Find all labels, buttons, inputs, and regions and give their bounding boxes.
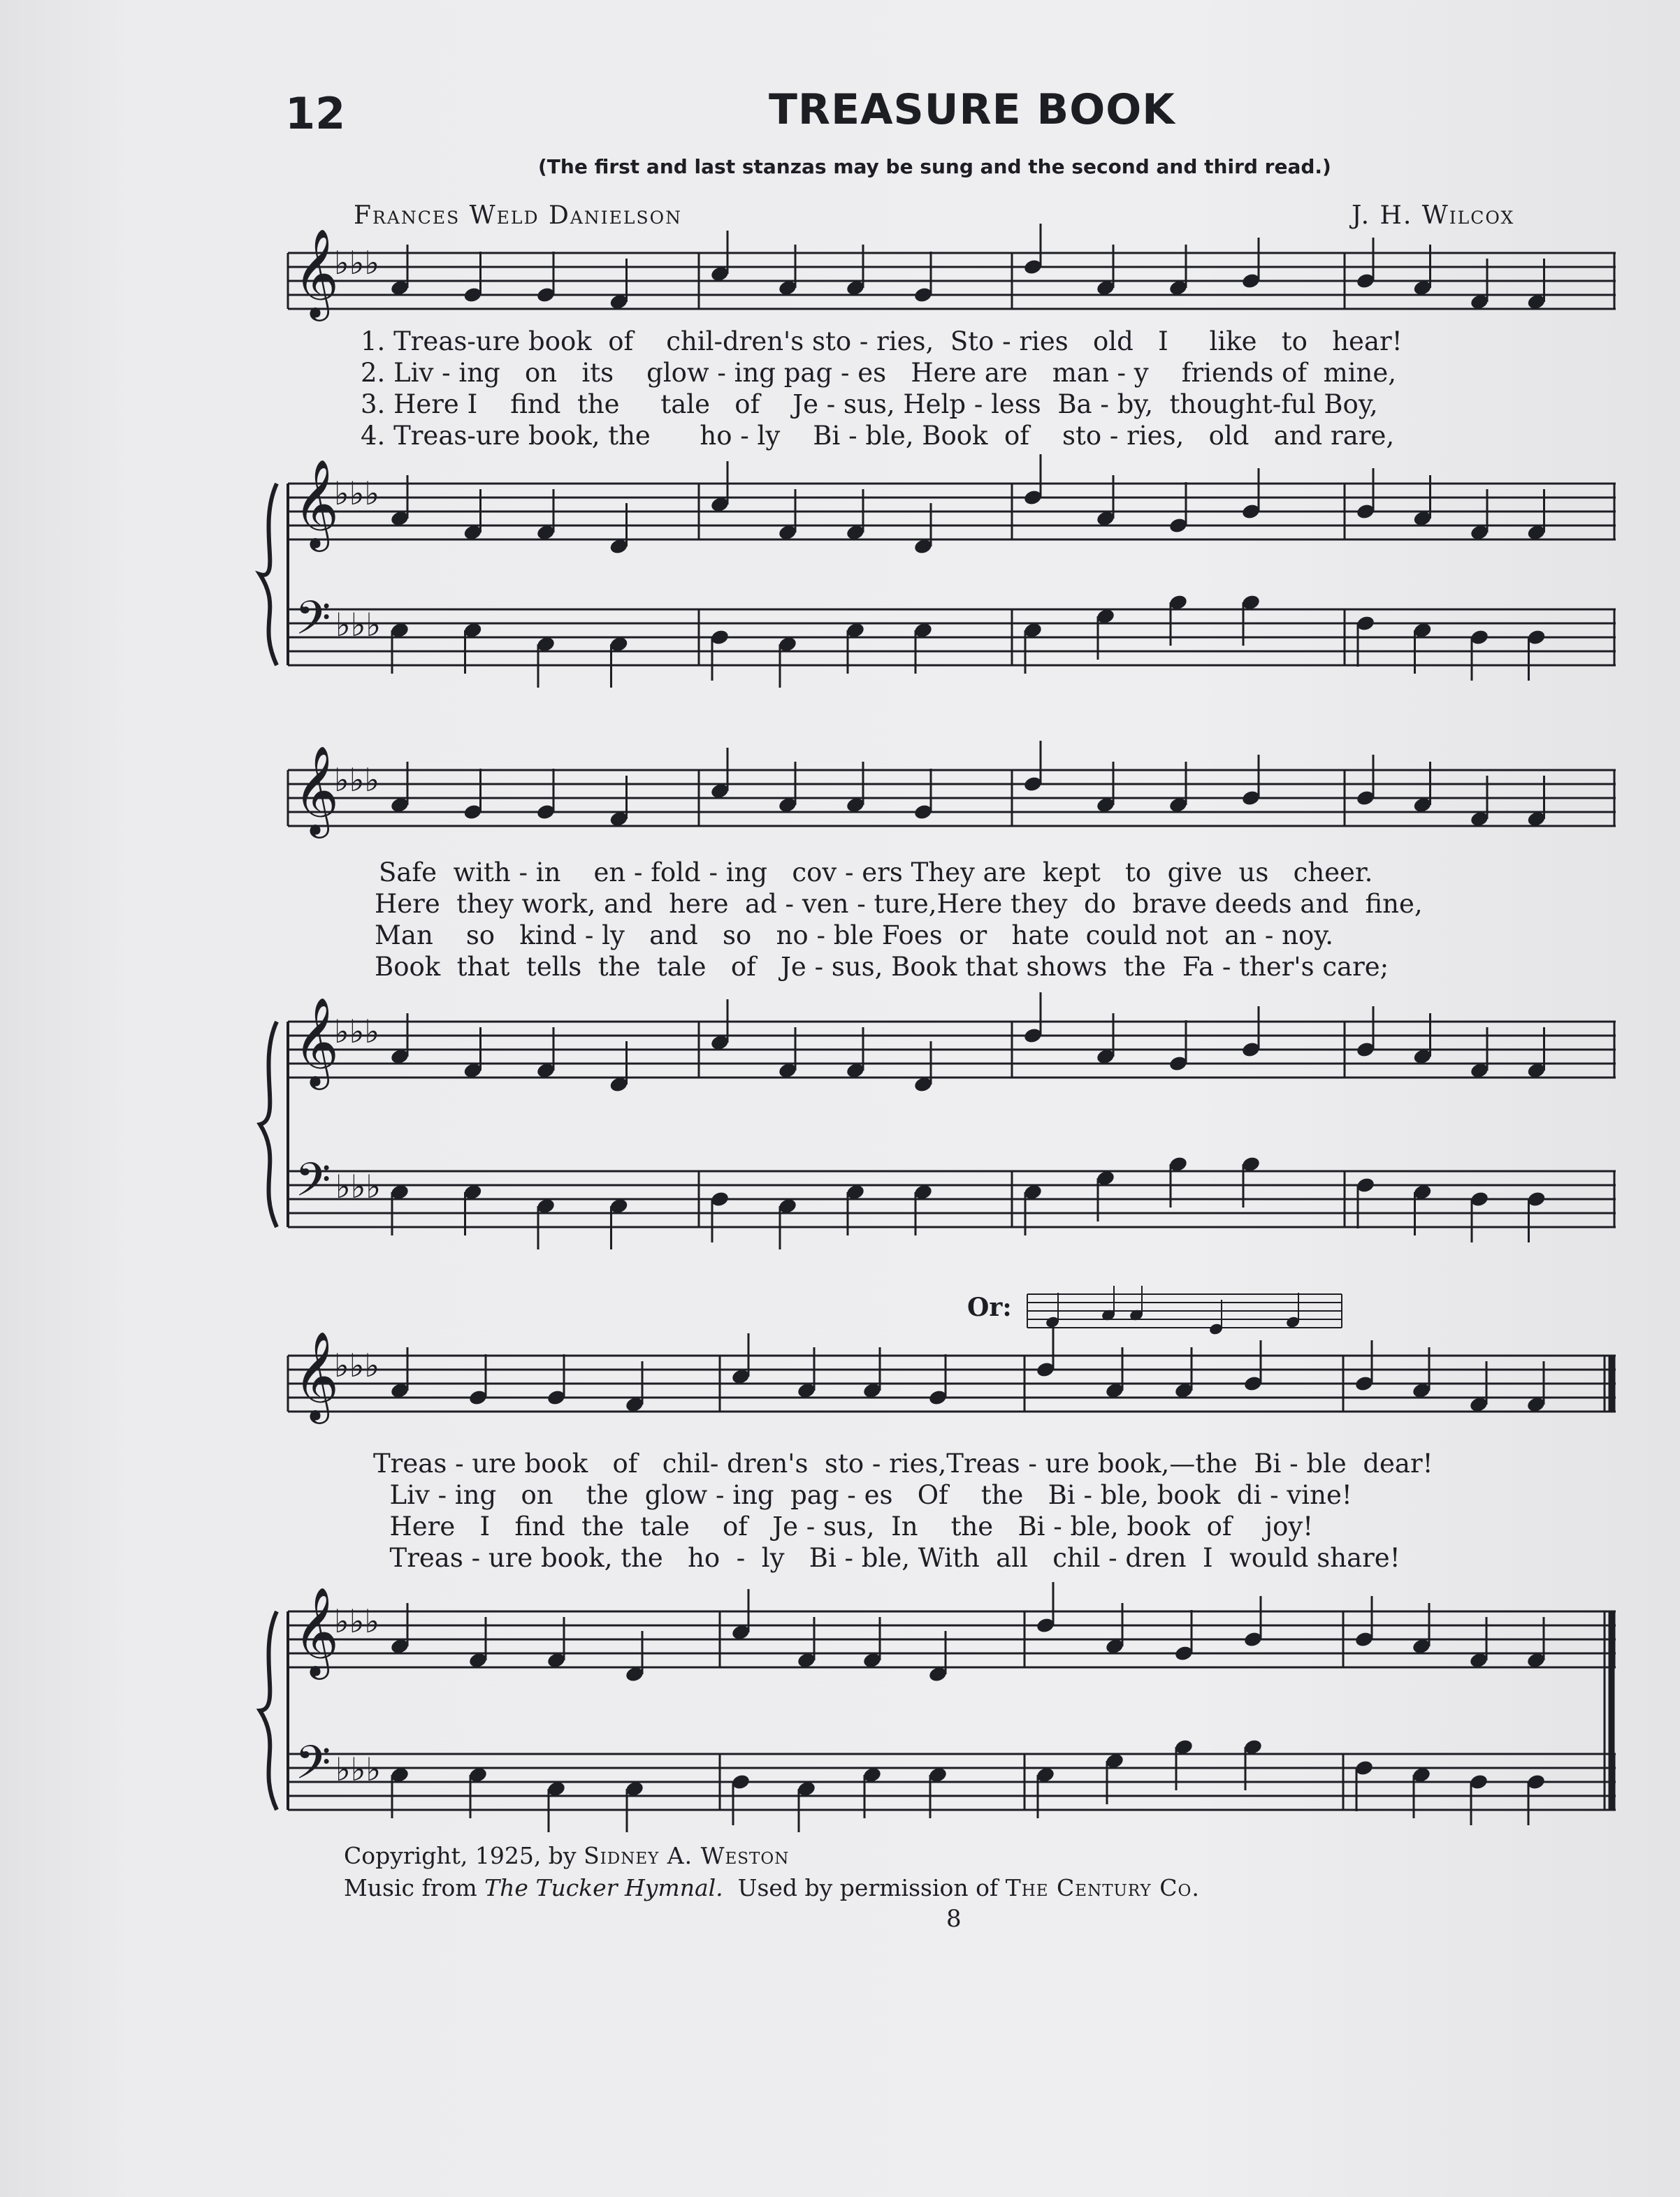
piano-brace [260,1611,277,1810]
key-signature-flats-icon: ♭♭♭ [334,244,380,282]
lyric-line: Man so kind - ly and so no - ble Foes or hate could not an - noy. [375,920,1334,950]
lyric-line: Book that tells the tale of Je - sus, Book that shows the Fa - ther's care; [375,952,1389,982]
key-signature-flats-icon: ♭♭♭ [335,606,382,644]
treble-clef-icon: 𝄞 [294,1586,340,1676]
lyric-line: 3. Here I find the tale of Je - sus, Help - less Ba - by, thought-ful Boy, [361,389,1378,419]
lyric-line: Here they work, and here ad - ven - ture,Here they do brave deeds and fine, [375,889,1423,919]
lyric-line: 2. Liv - ing on its glow - ing pag - es Here are man - y friends of mine, [361,358,1397,388]
lyric-line: Here I find the tale of Je - sus, In the Bi - ble, book of joy! [373,1511,1314,1542]
publisher-name: The Century Co. [1005,1874,1200,1901]
lyric-line: Treas - ure book of chil- dren's sto - ries,Treas - ure book,—the Bi - ble dear! [373,1449,1433,1479]
key-signature-flats-icon: ♭♭♭ [334,761,380,799]
key-signature-flats-icon: ♭♭♭ [334,474,380,512]
permission-text: Used by permission of [723,1874,1006,1901]
treble-clef-icon: 𝄞 [294,458,340,548]
hymn-title: TREASURE BOOK [769,85,1175,134]
key-signature-flats-icon: ♭♭♭ [335,1168,382,1205]
lyric-line: 4. Treas-ure book, the ho - ly Bi - ble, Book of sto - ries, old and rare, [361,421,1395,451]
lyricist-credit: Frances Weld Danielson [354,201,683,230]
hymn-number: 12 [285,88,346,139]
bass-clef-icon: 𝄢 [295,591,331,656]
treble-clef-icon: 𝄞 [294,1330,340,1420]
treble-clef-icon: 𝄞 [294,996,340,1086]
key-signature-flats-icon: ♭♭♭ [335,1750,382,1788]
bass-clef-icon: 𝄢 [295,1736,331,1801]
piano-brace [260,1022,277,1227]
key-signature-flats-icon: ♭♭♭ [334,1602,380,1640]
music-source-line [344,1874,1200,1901]
bass-clef-icon: 𝄢 [295,1153,331,1218]
music-source-title: The Tucker Hymnal. [484,1874,723,1901]
treble-clef-icon: 𝄞 [294,228,340,317]
lyric-line: Treas - ure book, the ho - ly Bi - ble, With all chil - dren I would share! [373,1543,1400,1573]
piano-brace [260,484,277,665]
alternate-ending-label: Or: [967,1293,1012,1322]
page-number: 8 [946,1905,962,1933]
lyric-line: 1. Treas-ure book of chil-dren's sto - ries, Sto - ries old I like to hear! [361,326,1403,356]
music-source-prefix: Music from [344,1874,485,1901]
key-signature-flats-icon: ♭♭♭ [334,1013,380,1050]
lyric-line: Liv - ing on the glow - ing pag - es Of the Bi - ble, book di - vine! [373,1480,1352,1510]
composer-credit: J. H. Wilcox [1352,201,1515,230]
copyright-line [344,1842,789,1869]
lyric-line: Safe with - in en - fold - ing cov - ers They are kept to give us cheer. [379,857,1373,887]
copyright-prefix: Copyright, 1925, by [344,1842,584,1869]
key-signature-flats-icon: ♭♭♭ [334,1347,380,1384]
treble-clef-icon: 𝄞 [294,745,340,834]
singing-note: (The first and last stanzas may be sung and the second and third read.) [538,155,1331,178]
copyright-holder: Sidney A. Weston [584,1842,790,1869]
